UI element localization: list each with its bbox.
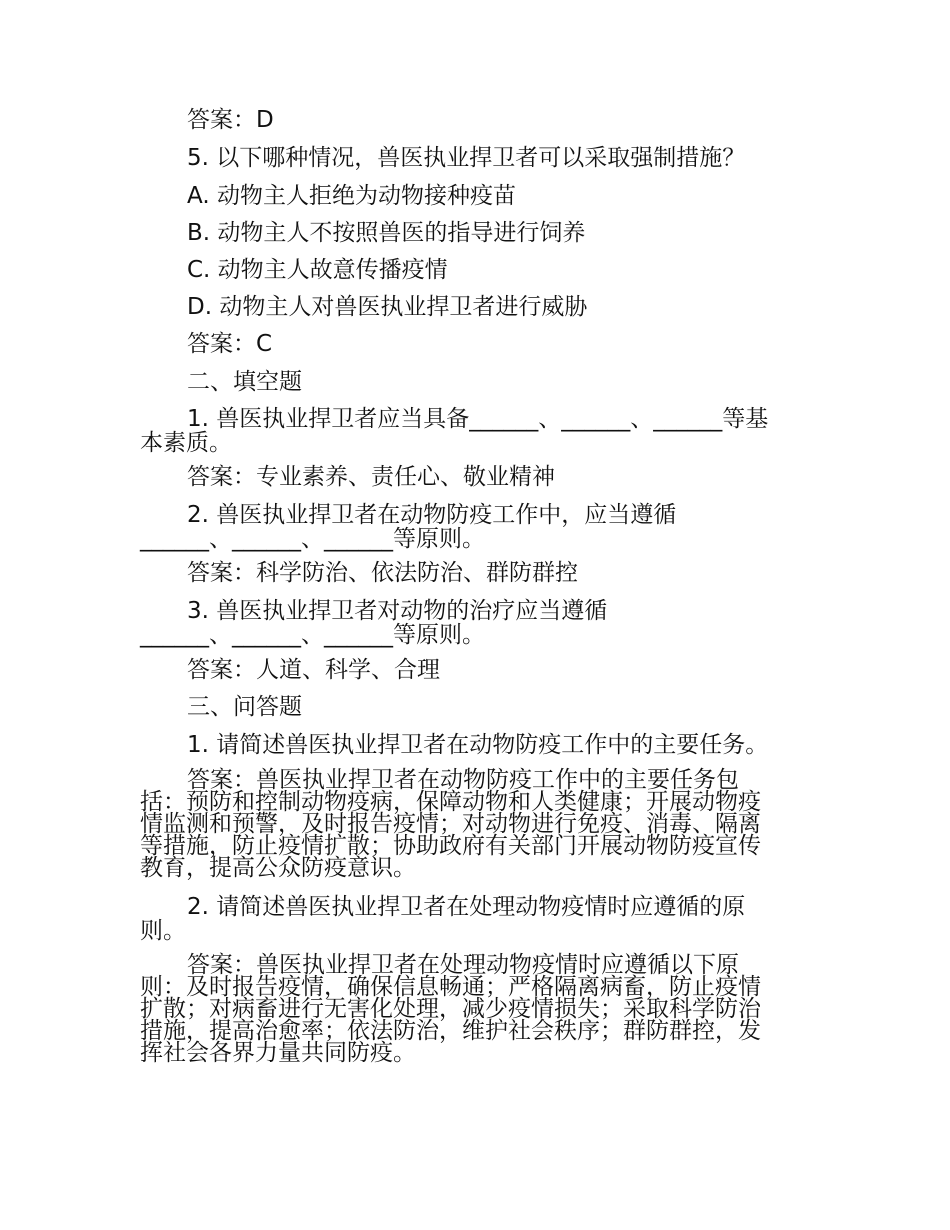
question-line-wrap: ______、______、______等原则。 — [140, 526, 485, 552]
answer-line-wrap: 扩散；对病畜进行无害化处理，减少疫情损失；采取科学防治 — [140, 996, 761, 1022]
question-line-wrap: ______、______、______等原则。 — [140, 622, 485, 648]
question-line: 1. 兽医执业捍卫者应当具备______、______、______等基 — [187, 406, 769, 432]
answer-line: 答案：科学防治、依法防治、群防群控 — [187, 560, 578, 586]
question-line-wrap: 本素质。 — [140, 430, 232, 456]
answer-line-wrap: 情监测和预警，及时报告疫情；对动物进行免疫、消毒、隔离 — [140, 811, 761, 837]
question-line: 5. 以下哪种情况，兽医执业捍卫者可以采取强制措施？ — [187, 145, 746, 171]
answer-line: 答案：D — [187, 107, 274, 133]
option-line: A. 动物主人拒绝为动物接种疫苗 — [187, 183, 516, 209]
section-heading: 三、问答题 — [187, 694, 302, 720]
answer-line: 答案：人道、科学、合理 — [187, 657, 440, 683]
question-line: 1. 请简述兽医执业捍卫者在动物防疫工作中的主要任务。 — [187, 732, 769, 758]
answer-line-wrap: 等措施，防止疫情扩散；协助政府有关部门开展动物防疫宣传 — [140, 833, 761, 859]
answer-line: 答案：兽医执业捍卫者在动物防疫工作中的主要任务包 — [187, 767, 739, 793]
question-line: 2. 请简述兽医执业捍卫者在处理动物疫情时应遵循的原 — [187, 894, 746, 920]
question-line-wrap: 则。 — [140, 918, 186, 944]
option-line: D. 动物主人对兽医执业捍卫者进行威胁 — [187, 294, 588, 320]
answer-line: 答案：专业素养、责任心、敬业精神 — [187, 464, 555, 490]
answer-line: 答案：兽医执业捍卫者在处理动物疫情时应遵循以下原 — [187, 952, 739, 978]
question-line: 3. 兽医执业捍卫者对动物的治疗应当遵循 — [187, 598, 608, 624]
answer-line-wrap: 括：预防和控制动物疫病，保障动物和人类健康；开展动物疫 — [140, 789, 761, 815]
option-line: C. 动物主人故意传播疫情 — [187, 257, 448, 283]
section-heading: 二、填空题 — [187, 369, 302, 395]
question-line: 2. 兽医执业捍卫者在动物防疫工作中，应当遵循 — [187, 502, 677, 528]
answer-line-wrap: 措施，提高治愈率；依法防治，维护社会秩序；群防群控，发 — [140, 1018, 761, 1044]
answer-line-wrap: 教育，提高公众防疫意识。 — [140, 855, 416, 881]
answer-line: 答案：C — [187, 331, 273, 357]
answer-line-wrap: 挥社会各界力量共同防疫。 — [140, 1040, 416, 1066]
answer-line-wrap: 则：及时报告疫情，确保信息畅通；严格隔离病畜，防止疫情 — [140, 974, 761, 1000]
option-line: B. 动物主人不按照兽医的指导进行饲养 — [187, 220, 586, 246]
